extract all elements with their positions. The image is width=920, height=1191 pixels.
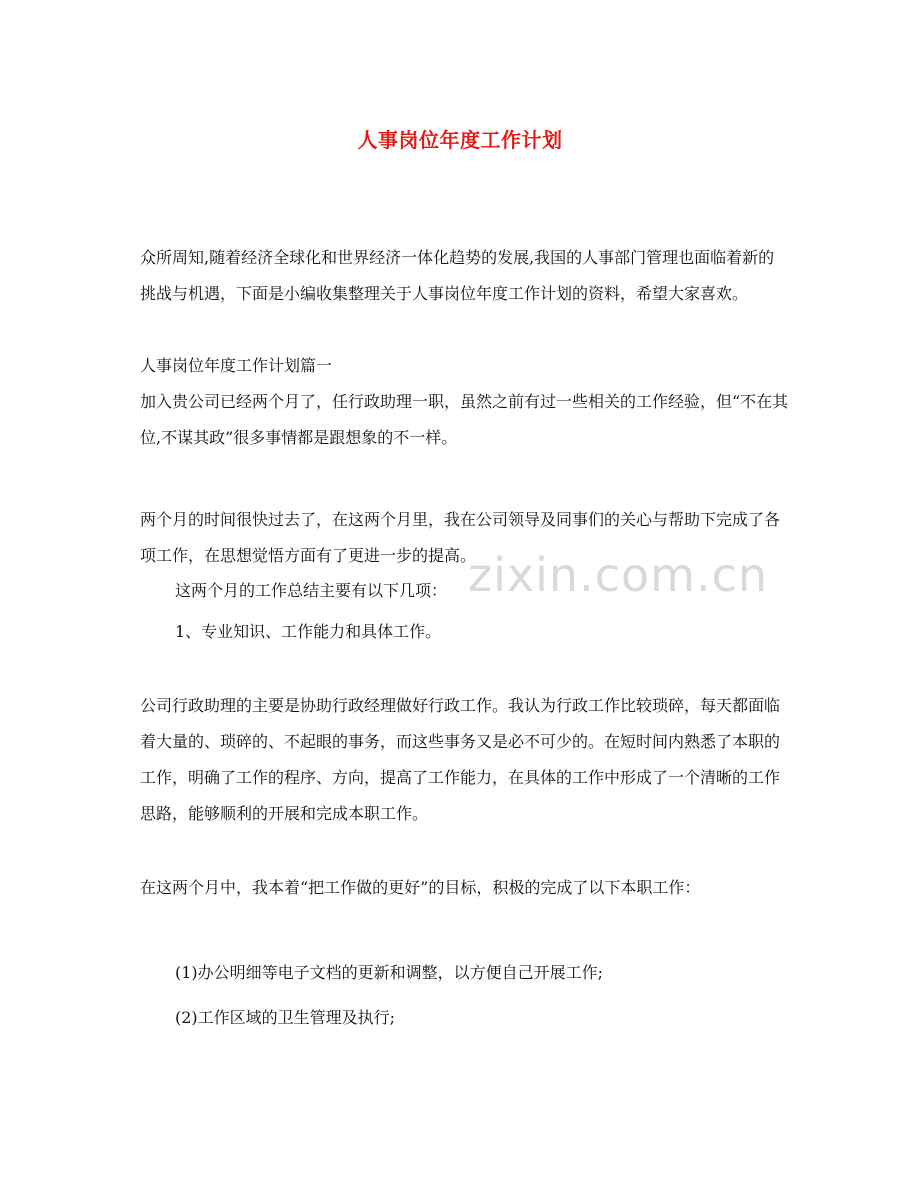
list-item-sub-1: (1)办公明细等电子文档的更新和调整，以方便自己开展工作; <box>175 963 604 982</box>
section-heading: 人事岗位年度工作计划篇一 <box>140 356 333 375</box>
paragraph-admin-assistant: 公司行政助理的主要是协助行政经理做好行政工作。我认为行政工作比较琐碎，每天都面临着大量的、琐碎的、不起眼的事务，而这些事务又是必不可少的。在短时间内熟悉了本职的工作，明确了工作的程序、方向，提高了工作能力，在具体的工作中形成了一个清晰的工作思路，能够顺利的开展和完成本职工作。 <box>140 696 781 823</box>
document-title: 人事岗位年度工作计划 <box>357 128 563 152</box>
paragraph-summary-intro: 这两个月的工作总结主要有以下几项： <box>175 581 448 600</box>
list-item-1: 1、专业知识、工作能力和具体工作。 <box>175 622 442 641</box>
watermark: zixin.com.cn <box>468 548 769 602</box>
list-item-sub-2: (2)工作区域的卫生管理及执行; <box>175 1008 396 1027</box>
paragraph-goals: 在这两个月中，我本着“把工作做的更好”的目标，积极的完成了以下本职工作： <box>140 878 701 897</box>
intro-paragraph: 众所周知,随着经济全球化和世界经济一体化趋势的发展,我国的人事部门管理也面临着新的挑战与机遇，下面是小编收集整理关于人事岗位年度工作计划的资料，希望大家喜欢。 <box>140 248 775 303</box>
paragraph-two-months: 两个月的时间很快过去了，在这两个月里，我在公司领导及同事们的关心与帮助下完成了各项工作，在思想觉悟方面有了更进一步的提高。 <box>140 510 781 565</box>
paragraph-joining: 加入贵公司已经两个月了，任行政助理一职，虽然之前有过一些相关的工作经验，但“不在其位,不谋其政”很多事情都是跟想象的不一样。 <box>140 392 789 447</box>
